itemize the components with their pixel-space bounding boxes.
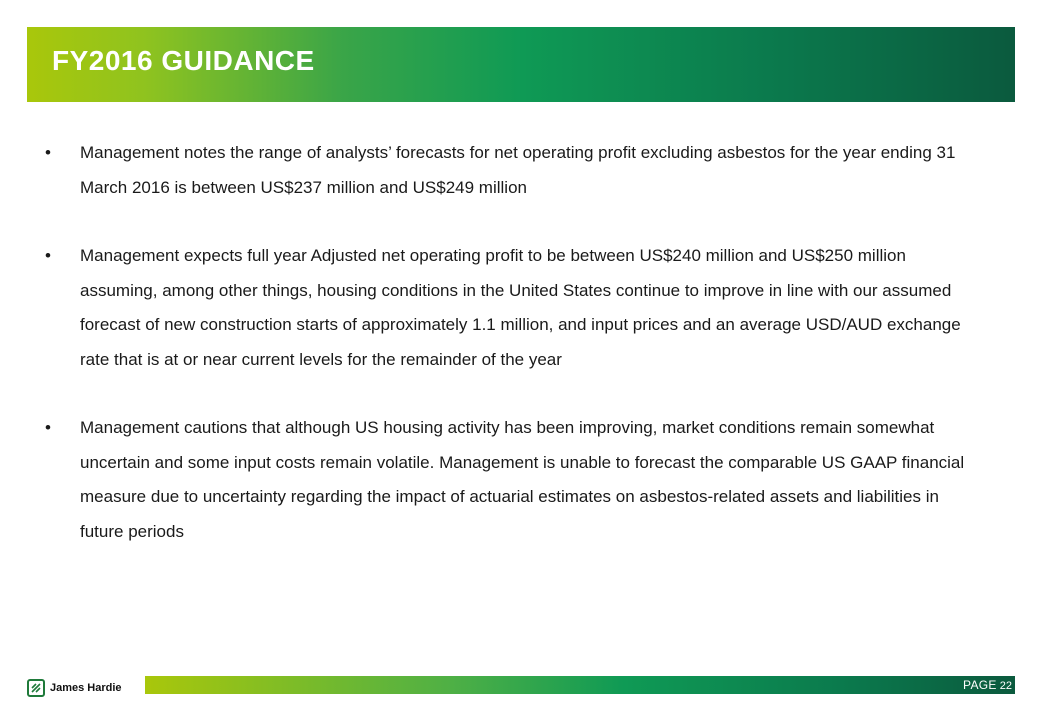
bullet-item xyxy=(45,411,985,549)
bullet-item xyxy=(45,136,985,205)
logo-text: James Hardie xyxy=(50,682,122,694)
bullet-marker: • xyxy=(45,418,51,437)
company-logo xyxy=(27,677,122,699)
page-number: 22 xyxy=(999,680,1012,692)
bullet-text: Management expects full year Adjusted net operating profit to be between US$240 million and US$250 million assuming, among other things, housing conditions in the United States continue to improve in line with our assumed forecast of new construction starts of approximately 1.1 million, and input prices and an average USD/AUD exchange rate that is at or near current levels for the remainder of the year xyxy=(80,246,961,369)
james-hardie-logo-icon xyxy=(27,679,45,697)
bullet-text: Management notes the range of analysts’ forecasts for net operating profit excluding asbestos for the year ending 31 March 2016 is between US$237 million and US$249 million xyxy=(80,143,956,197)
page-word: PAGE xyxy=(963,678,997,692)
bullet-list xyxy=(45,136,985,549)
header-band xyxy=(27,27,1015,102)
footer xyxy=(0,670,1040,710)
footer-band xyxy=(145,676,1015,694)
bullet-item xyxy=(45,239,985,377)
bullet-marker: • xyxy=(45,143,51,162)
page-title: FY2016 GUIDANCE xyxy=(52,45,315,76)
page-number-label xyxy=(963,676,1012,694)
bullet-marker: • xyxy=(45,246,51,265)
bullet-text: Management cautions that although US housing activity has been improving, market conditions remain somewhat uncertain and some input costs remain volatile. Management is unable to forecast the comparable US GAAP financial measure due to uncertainty regarding the impact of actuarial estimates on asbestos-related assets and liabilities in future periods xyxy=(80,418,965,541)
